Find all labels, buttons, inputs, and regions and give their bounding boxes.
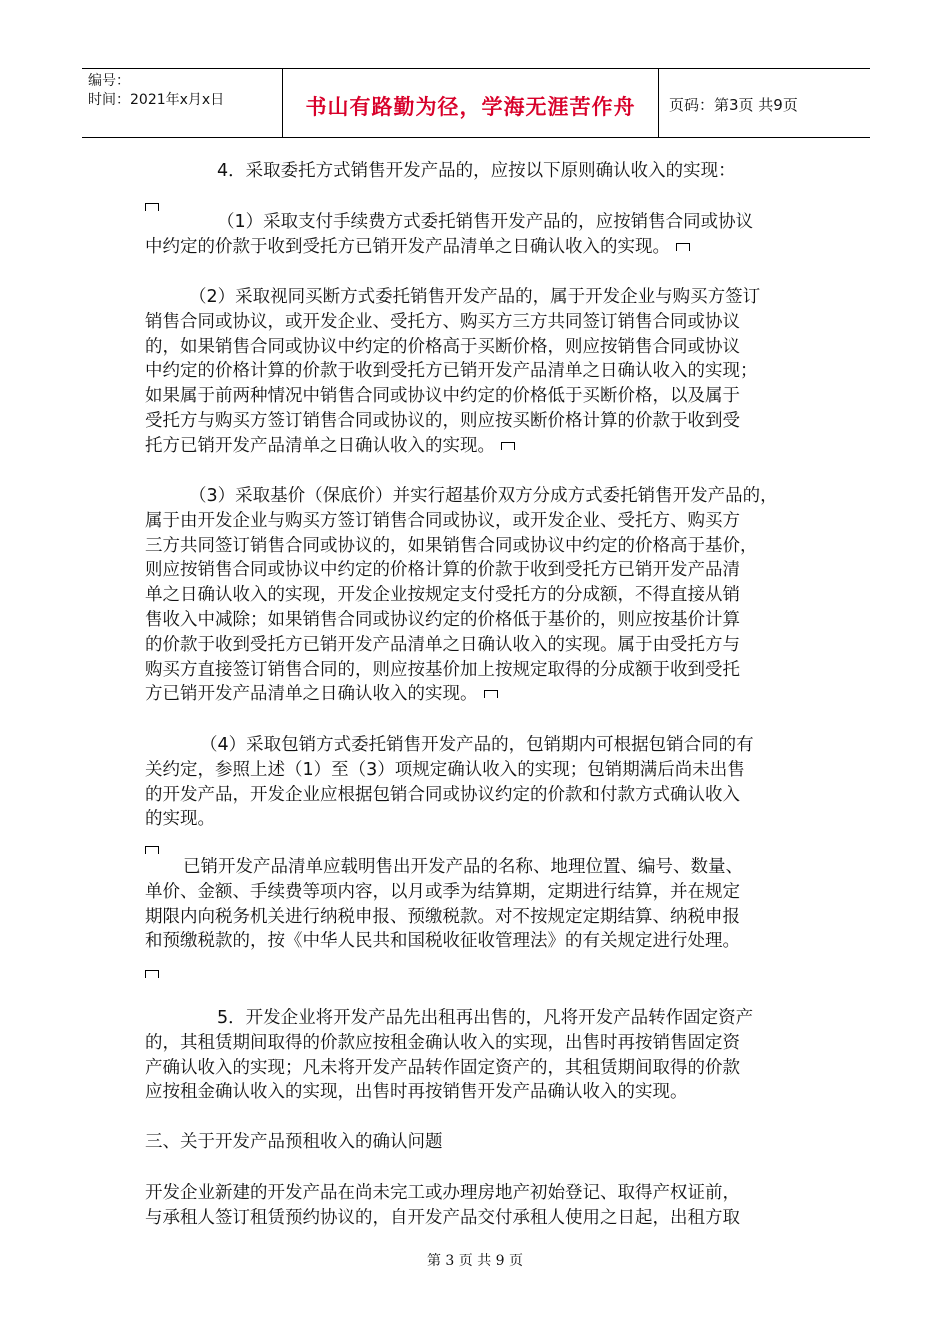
page-header [82,68,870,138]
page-footer: 第 3 页 共 9 页 [426,1253,524,1269]
text-line: 属于由开发企业与购买方签订销售合同或协议，或开发企业、受托方、购买方 [145,510,740,531]
text-line: 的价款于收到受托方已销开发产品清单之日确认收入的实现。属于由受托方与 [145,634,740,655]
text-line: 与承租人签订租赁预约协议的，自开发产品交付承租人使用之日起，出租方取 [145,1207,740,1228]
text-line: 的实现。 [145,809,215,830]
text-line: 5．开发企业将开发产品先出租再出售的，凡将开发产品转作固定资产 [217,1008,754,1028]
item4-1-paragraph [145,210,805,260]
item5-paragraph [145,1006,805,1105]
text-line: 的，如果销售合同或协议中约定的价格高于买断价格，则应按销售合同或协议 [145,336,740,357]
text-line: 产确认收入的实现；凡未将开发产品转作固定资产的，其租赁期间取得的价款 [145,1057,740,1078]
paragraph-mark-icon [145,846,159,854]
text-line: 开发企业新建的开发产品在尚未完工或办理房地产初始登记、取得产权证前， [145,1183,740,1203]
text-line: 售收入中减除；如果销售合同或协议约定的价格低于基价的，则应按基价计算 [145,609,740,630]
paragraph-mark-icon [145,970,159,978]
text-line: （2）采取视同买断方式委托销售开发产品的，属于开发企业与购买方签订 [189,287,761,307]
serial-label: 编号： [88,73,130,89]
text-line: 的，其租赁期间取得的价款应按租金确认收入的实现，出售时再按销售固定资 [145,1032,740,1053]
text-line: 期限内向税务机关进行纳税申报、预缴税款。对不按规定定期结算、纳税申报 [145,906,740,927]
item4-title [217,159,877,184]
item4-2-paragraph [145,285,805,459]
text-line: 应按租金确认收入的实现，出售时再按销售开发产品确认收入的实现。 [145,1082,688,1103]
section3-paragraph [145,1181,805,1231]
text-line: 方已销开发产品清单之日确认收入的实现。 [145,684,478,705]
date-line: 时间：2021年x月x日 [88,92,225,108]
motto: 书山有路勤为径，学海无涯苦作舟 [305,95,636,119]
text-line: 则应按销售合同或协议中约定的价格计算的价款于收到受托方已销开发产品清 [145,560,740,581]
header-page-cell [659,69,870,137]
text-line: 中约定的价格计算的价款于收到受托方已销开发产品清单之日确认收入的实现； [145,361,758,382]
text-line: （4）采取包销方式委托销售开发产品的，包销期内可根据包销合同的有 [200,735,754,755]
text-line: 购买方直接签订销售合同的，则应按基价加上按规定取得的分成额于收到受托 [145,659,740,680]
paragraph-mark-icon [676,243,690,251]
text-line: 单之日确认收入的实现，开发企业按规定支付受托方的分成额，不得直接从销 [145,585,740,606]
paragraph-mark-icon [484,690,498,698]
header-meta-cell [82,69,283,137]
text-line: 的开发产品，开发企业应根据包销合同或协议约定的价款和付款方式确认收入 [145,784,740,805]
paragraph-mark-icon [501,442,515,450]
text-line: （3）采取基价（保底价）并实行超基价双方分成方式委托销售开发产品的， [189,486,778,506]
text-line: 和预缴税款的，按《中华人民共和国税收征收管理法》的有关规定进行处理。 [145,931,740,952]
text-line: 受托方与购买方签订销售合同或协议的，则应按买断价格计算的价款于收到受 [145,410,740,431]
item4-3-paragraph [145,484,805,707]
header-motto-cell [283,69,659,137]
item4-title-text: 4．采取委托方式销售开发产品的，应按以下原则确认收入的实现： [217,161,736,181]
text-line: 中约定的价款于收到受托方已销开发产品清单之日确认收入的实现。 [145,236,670,257]
text-line: 三方共同签订销售合同或协议的，如果销售合同或协议中约定的价格高于基价， [145,535,758,556]
section3-heading-text: 三、关于开发产品预租收入的确认问题 [145,1132,443,1152]
text-line: 单价、金额、手续费等项内容，以月或季为结算期，定期进行结算，并在规定 [145,881,740,902]
sales-list-paragraph [145,855,805,954]
text-line: 已销开发产品清单应载明售出开发产品的名称、地理位置、编号、数量、 [183,857,743,877]
text-line: 托方已销开发产品清单之日确认收入的实现。 [145,435,495,456]
item4-4-paragraph [145,733,805,832]
text-line: （1）采取支付手续费方式委托销售开发产品的，应按销售合同或协议 [217,212,754,232]
text-line: 如果属于前两种情况中销售合同或协议中约定的价格低于买断价格，以及属于 [145,386,740,407]
header-page-info: 页码：第3页 共9页 [669,96,798,114]
section3-heading [145,1130,805,1155]
text-line: 销售合同或协议，或开发企业、受托方、购买方三方共同签订销售合同或协议 [145,311,740,332]
text-line: 关约定，参照上述（1）至（3）项规定确认收入的实现；包销期满后尚未出售 [145,759,745,780]
